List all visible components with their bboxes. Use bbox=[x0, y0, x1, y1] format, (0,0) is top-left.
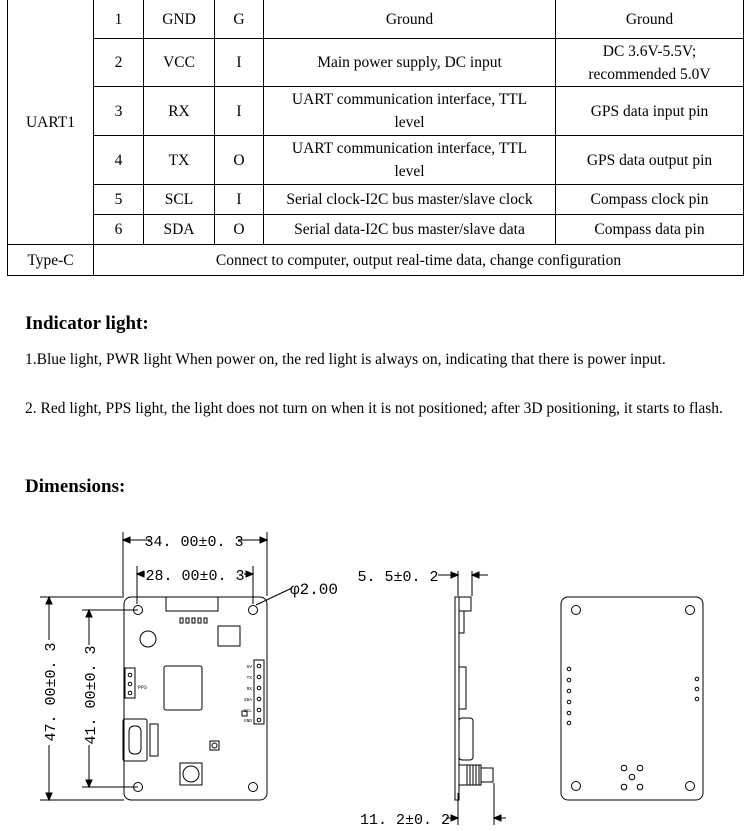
gps-module bbox=[164, 666, 202, 710]
mount-hole bbox=[686, 782, 695, 791]
arrow-icon bbox=[246, 571, 253, 577]
indicator-title: Indicator light: bbox=[25, 313, 149, 334]
pin-header-dots bbox=[257, 664, 261, 722]
silk-pin-label: RX bbox=[246, 687, 252, 692]
side-top-connector bbox=[459, 597, 471, 611]
side-pcb bbox=[455, 597, 459, 800]
button-square bbox=[210, 741, 219, 750]
pin-function-line1: UART communication interface, TTL bbox=[291, 91, 528, 108]
pin-note: Compass clock pin bbox=[556, 185, 744, 215]
pin-number: 5 bbox=[94, 185, 144, 215]
pin-type: I bbox=[215, 39, 264, 87]
dim-thickness-board: 5. 5±0. 2 bbox=[357, 569, 439, 586]
table-row bbox=[8, 0, 744, 39]
antenna-circle bbox=[183, 766, 199, 782]
dim-width-inner: 28. 00±0. 3 bbox=[145, 568, 245, 585]
side-typec bbox=[459, 718, 473, 760]
front-view bbox=[40, 532, 338, 800]
pin-function bbox=[264, 136, 556, 185]
side-view bbox=[357, 569, 506, 829]
button-circle bbox=[212, 743, 217, 748]
back-view bbox=[561, 597, 703, 800]
indicator-item-2: 2. Red light, PPS light, the light does not turn on when it is not positioned; after 3D positioning, it starts to flash. bbox=[25, 400, 723, 417]
pin-number: 2 bbox=[94, 39, 144, 87]
table-row bbox=[8, 87, 744, 136]
pin-dot bbox=[128, 691, 132, 695]
top-connector-pads bbox=[180, 618, 207, 623]
pin-type: O bbox=[215, 136, 264, 185]
pin-number: 6 bbox=[94, 215, 144, 245]
pin-function-line1: UART communication interface, TTL bbox=[291, 140, 528, 157]
back-sma-pads bbox=[621, 765, 643, 790]
silk-pin-label: GND bbox=[243, 719, 252, 724]
table-row bbox=[8, 185, 744, 215]
pin-note-line1: DC 3.6V-5.5V; bbox=[602, 42, 697, 60]
pin-name: VCC bbox=[144, 39, 215, 87]
leader-line bbox=[256, 588, 292, 605]
dimensions-title: Dimensions: bbox=[25, 476, 126, 497]
mount-hole bbox=[249, 606, 258, 615]
arrow-icon bbox=[46, 793, 52, 800]
silk-pin-label: SCL bbox=[243, 709, 252, 714]
side-sma-tip bbox=[481, 768, 493, 782]
pin-name: RX bbox=[144, 87, 215, 136]
pin-number: 3 bbox=[94, 87, 144, 136]
side-component bbox=[459, 611, 464, 633]
pin-note: GPS data output pin bbox=[556, 136, 744, 185]
table-row bbox=[8, 215, 744, 245]
indicator-item-1: 1.Blue light, PWR light When power on, the red light is always on, indicating that there is power input. bbox=[25, 351, 666, 368]
mount-hole bbox=[572, 782, 581, 791]
usb-typec-opening bbox=[129, 726, 141, 754]
dim-hole-diameter: φ2.00 bbox=[290, 581, 339, 599]
group-cell-typec: Type-C bbox=[8, 245, 94, 276]
pin-number: 1 bbox=[94, 0, 144, 39]
pin-type: I bbox=[215, 87, 264, 136]
typec-description: Connect to computer, output real-time data, change configuration bbox=[94, 245, 744, 276]
side-sma-base bbox=[459, 765, 467, 785]
arrow-icon bbox=[451, 572, 458, 578]
dim-width-outer: 34. 00±0. 3 bbox=[144, 534, 244, 551]
arrow-icon bbox=[472, 572, 479, 578]
pin-function-line2: level bbox=[394, 163, 425, 180]
buzzer-circle bbox=[140, 631, 156, 647]
arrow-icon bbox=[494, 815, 501, 821]
arrow-icon bbox=[260, 537, 267, 543]
silk-pin-label: TX bbox=[246, 676, 252, 681]
pin-name: SCL bbox=[144, 185, 215, 215]
pin-type: G bbox=[215, 0, 264, 39]
mount-hole bbox=[686, 606, 695, 615]
arrow-icon bbox=[86, 610, 92, 617]
pin-note-line2: recommended 5.0V bbox=[588, 65, 711, 83]
pin-name: TX bbox=[144, 136, 215, 185]
pin-function: Ground bbox=[264, 0, 556, 39]
pps-header bbox=[125, 668, 135, 698]
arrow-icon bbox=[46, 597, 52, 604]
pin-note: GPS data input pin bbox=[556, 87, 744, 136]
back-pin-pads-right bbox=[695, 677, 699, 701]
pin-function: Serial clock-I2C bus master/slave clock bbox=[264, 185, 556, 215]
arrow-icon bbox=[123, 537, 130, 543]
pin-function: Serial data-I2C bus master/slave data bbox=[264, 215, 556, 245]
usb-typec-pads bbox=[150, 724, 158, 756]
pin-dot bbox=[128, 673, 132, 677]
mount-hole bbox=[249, 783, 258, 792]
pin-number: 4 bbox=[94, 136, 144, 185]
dim-thickness-total: 11. 2±0. 2 bbox=[359, 812, 451, 829]
silk-pps: PPS bbox=[138, 685, 148, 691]
usb-typec-port bbox=[123, 719, 147, 761]
arrow-icon bbox=[137, 571, 144, 577]
mount-hole bbox=[572, 606, 581, 615]
pin-note: Compass data pin bbox=[556, 215, 744, 245]
pin-function-line2: level bbox=[394, 114, 425, 131]
pin-dot bbox=[128, 682, 132, 686]
table-row bbox=[8, 245, 744, 276]
pin-header bbox=[254, 660, 264, 724]
arrow-icon bbox=[86, 780, 92, 787]
pin-function bbox=[264, 87, 556, 136]
silk-pin-label: SDA bbox=[243, 698, 252, 703]
table-row bbox=[8, 39, 744, 87]
table-row bbox=[8, 136, 744, 185]
pin-function: Main power supply, DC input bbox=[264, 39, 556, 87]
side-gps-module bbox=[459, 667, 466, 709]
dim-height-inner: 41. 00±0. 3 bbox=[83, 645, 100, 745]
chip-small bbox=[218, 626, 240, 646]
pin-name: SDA bbox=[144, 215, 215, 245]
side-sma-thread-lines bbox=[470, 765, 479, 785]
dimension-drawing bbox=[0, 505, 750, 831]
pin-type: O bbox=[215, 215, 264, 245]
pin-table bbox=[7, 0, 744, 276]
group-cell-uart1: UART1 bbox=[8, 0, 94, 245]
pin-note bbox=[556, 39, 744, 87]
pin-name: GND bbox=[144, 0, 215, 39]
pin-type: I bbox=[215, 185, 264, 215]
back-board-outline bbox=[561, 597, 703, 800]
silk-pin-label: 5V bbox=[246, 665, 252, 670]
arrow-icon bbox=[451, 815, 458, 821]
dim-height-outer: 47. 00±0. 3 bbox=[43, 642, 60, 742]
top-connector bbox=[166, 597, 218, 611]
back-pin-pads-left bbox=[567, 667, 571, 725]
pin-note: Ground bbox=[556, 0, 744, 39]
